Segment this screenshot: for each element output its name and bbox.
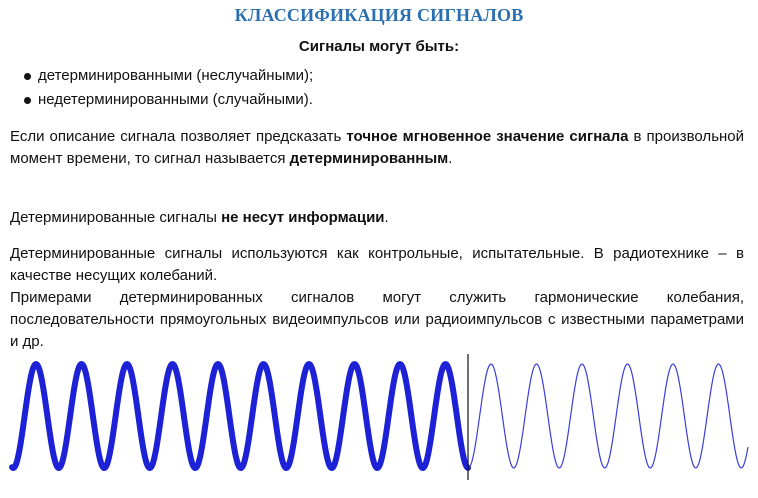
info-paragraph (10, 207, 744, 229)
definition-paragraph (10, 126, 744, 170)
examples-paragraph: Примерами детерминированных сигналов могут служить гармонические колебания, последовательности прямоугольных видеоимпульсов или радиоимпульсов с известными параметрами и др. (10, 289, 744, 350)
page-title: КЛАССИФИКАЦИЯ СИГНАЛОВ (234, 5, 524, 25)
text-run: . (384, 209, 389, 226)
bullet-list (22, 64, 313, 112)
text-run: в произвольной момент времени, то сигнал называется (10, 128, 745, 167)
text-run: Детерминированные сигналы (10, 209, 222, 226)
thick-sine-wave (12, 364, 468, 468)
list-item: недетерминированными (случайными). (22, 88, 313, 112)
sine-wave-figure (0, 354, 758, 484)
usage-paragraph: Детерминированные сигналы используются как контрольные, испытательные. В радиотехнике – в качестве несущих колебаний. (10, 245, 744, 284)
bold-text: детерминированным (289, 150, 449, 167)
bold-text: точное мгновенное значение сигнала (346, 128, 629, 145)
text-run: . (448, 150, 453, 167)
thin-sine-wave (470, 364, 748, 468)
section-subtitle: Сигналы могут быть: (298, 38, 460, 55)
bold-text: не несут информации (221, 209, 385, 226)
text-run: Если описание сигнала позволяет предсказать (10, 128, 347, 145)
list-item: детерминированными (неслучайными); (22, 64, 313, 88)
